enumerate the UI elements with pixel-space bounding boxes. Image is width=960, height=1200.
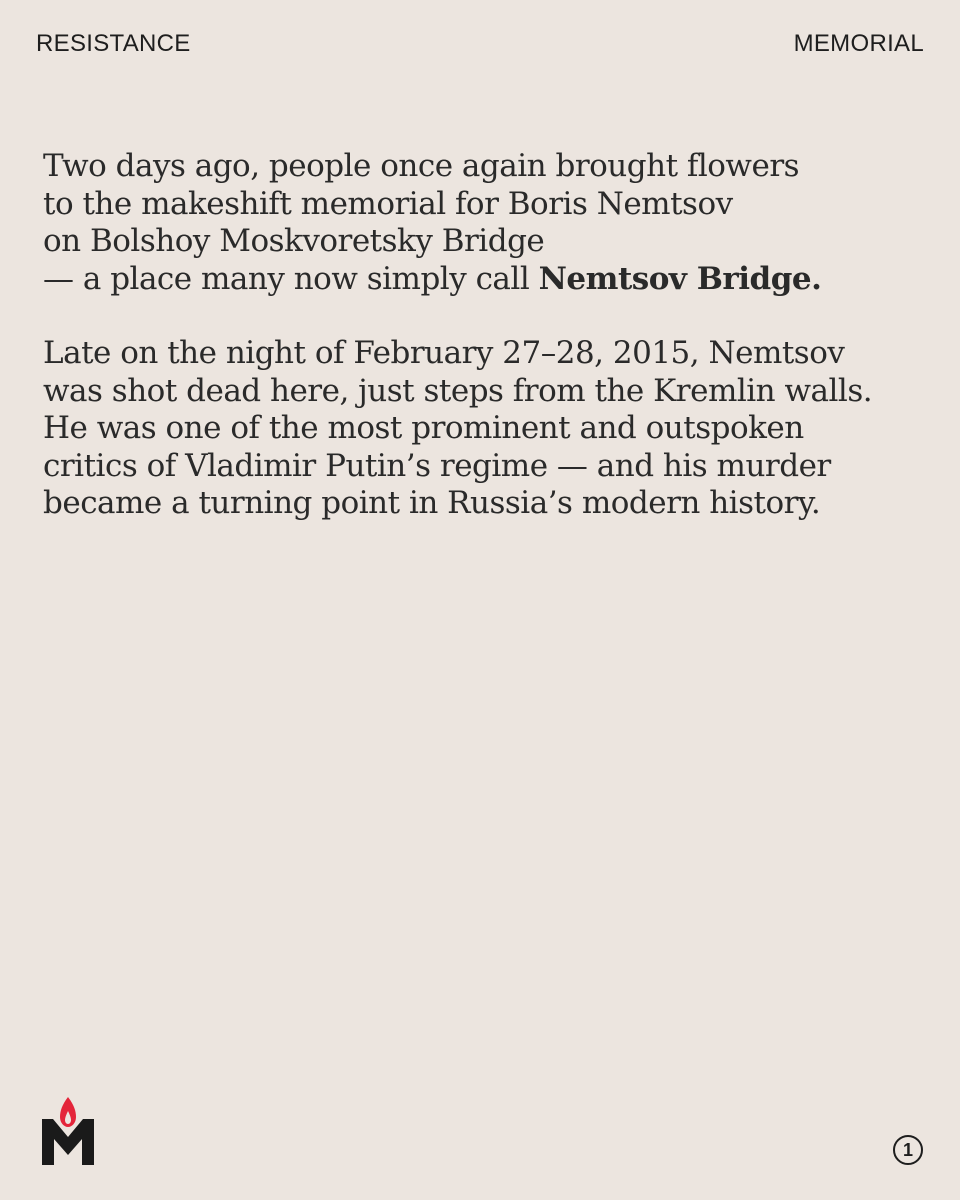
header-resistance-label: RESISTANCE [36,30,191,57]
text-line-segment: — a place many now simply call [43,260,539,297]
text-line: critics of Vladimir Putin’s regime — and his murder [43,447,831,484]
text-line: Late on the night of February 27–28, 2015, Nemtsov [43,335,845,371]
text-line: on Bolshoy Moskvoretsky Bridge [43,223,545,259]
header-memorial-label: MEMORIAL [793,30,924,57]
article-body [43,148,943,523]
text-line: was shot dead here, just steps from the Kremlin walls. [43,372,873,409]
text-line: Two days ago, people once again brought flowers [43,148,800,184]
text-line [43,261,943,299]
text-line: became a turning point in Russia’s modern history. [43,485,821,521]
paragraph-history [43,335,943,523]
page-number-badge: 1 [893,1135,923,1165]
paragraph-intro [43,148,943,298]
emphasis-nemtsov-bridge: Nemtsov Bridge. [538,260,822,297]
text-line: He was one of the most prominent and outspoken [43,410,804,446]
text-line: to the makeshift memorial for Boris Nemtsov [43,185,733,222]
memorial-logo-icon [42,1095,94,1167]
